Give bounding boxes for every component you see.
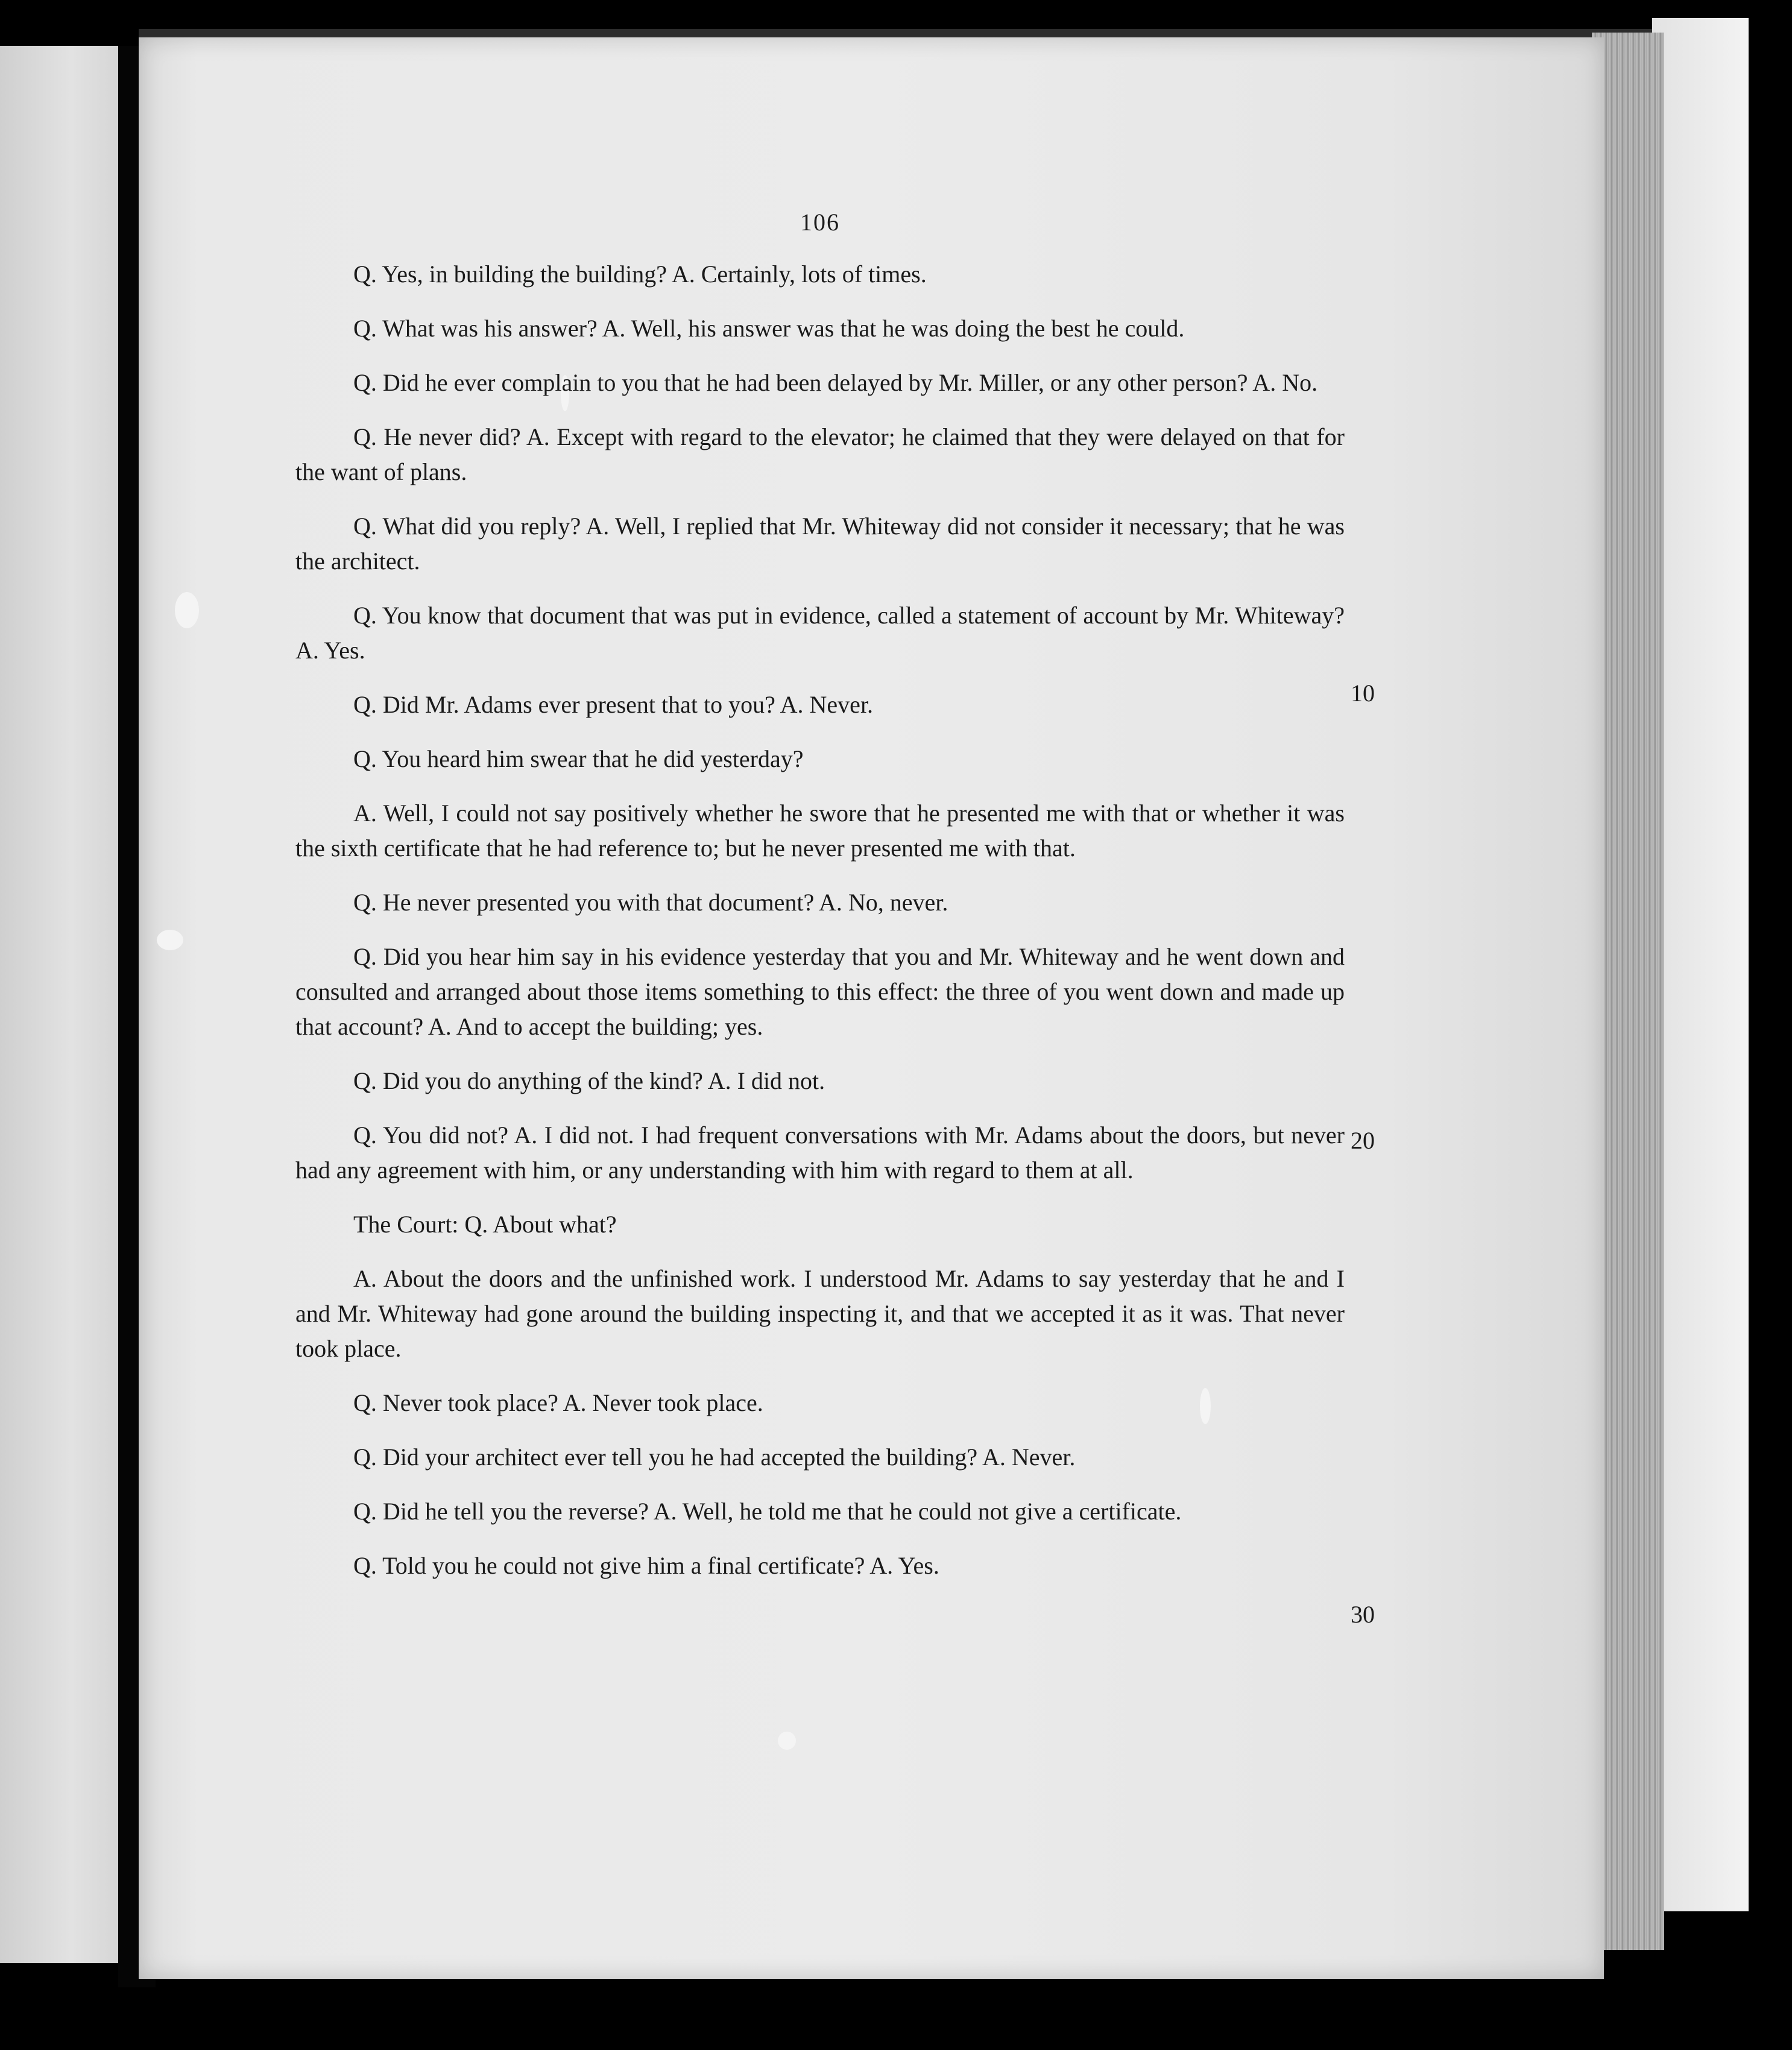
paragraph: Q. He never presented you with that document? A. No, never. <box>353 889 948 916</box>
paragraph: Q. Never took place? A. Never took place. <box>353 1389 763 1416</box>
paragraph: Q. You know that document that was put in evidence, called a statement of account by Mr. Whiteway? A. Yes. <box>295 602 1345 664</box>
paragraph: Q. Did he ever complain to you that he had been delayed by Mr. Miller, or any other person? A. No. <box>353 369 1318 396</box>
paragraph: The Court: Q. About what? <box>353 1211 617 1238</box>
line-number-30: 30 <box>1351 1601 1375 1628</box>
paragraph: Q. Did he tell you the reverse? A. Well, he told me that he could not give a certificate. <box>353 1498 1182 1525</box>
paragraph: Q. Did you hear him say in his evidence yesterday that you and Mr. Whiteway and he went down and consulted and arranged about those items something to this effect: the three of you went down and made up that account? A. And to accept the building; yes. <box>295 943 1345 1040</box>
scan-speck <box>175 592 199 628</box>
facing-page-edge <box>0 46 118 1963</box>
top-edge <box>139 29 1670 37</box>
line-number-20: 20 <box>1351 1127 1375 1154</box>
scan-speck <box>157 930 183 950</box>
paragraph: Q. You did not? A. I did not. I had frequent conversations with Mr. Adams about the doors, but never had any agreement with him, or any understanding with him with regard to them at all. <box>295 1121 1345 1184</box>
paragraph: Q. Did Mr. Adams ever present that to you? A. Never. <box>353 691 874 718</box>
paragraph: Q. You heard him swear that he did yesterday? <box>353 745 804 772</box>
line-number-10: 10 <box>1351 680 1375 707</box>
back-board <box>1652 18 1749 1911</box>
paragraph: Q. Did you do anything of the kind? A. I did not. <box>353 1067 825 1094</box>
transcript-text <box>295 205 1345 1603</box>
paragraph: Q. What was his answer? A. Well, his answer was that he was doing the best he could. <box>353 315 1185 342</box>
paragraph: Q. What did you reply? A. Well, I replied that Mr. Whiteway did not consider it necessary; that he was the architect. <box>295 512 1345 575</box>
paragraph: Q. Did your architect ever tell you he had accepted the building? A. Never. <box>353 1443 1076 1471</box>
paragraph: Q. Told you he could not give him a final certificate? A. Yes. <box>353 1552 939 1579</box>
scan-speck <box>778 1732 796 1750</box>
paragraph: A. About the doors and the unfinished work. I understood Mr. Adams to say yesterday that he and I and Mr. Whiteway had gone around the building inspecting it, and that we accepted it as it was. That never took place. <box>295 1265 1345 1362</box>
page-number: 106 <box>800 209 840 236</box>
paragraph: A. Well, I could not say positively whether he swore that he presented me with that or whether it was the sixth certificate that he had reference to; but he never presented me with that. <box>295 800 1345 862</box>
paragraph: Q. He never did? A. Except with regard to the elevator; he claimed that they were delayed on that for the want of plans. <box>295 423 1345 485</box>
paragraph: Q. Yes, in building the building? A. Certainly, lots of times. <box>353 260 927 288</box>
